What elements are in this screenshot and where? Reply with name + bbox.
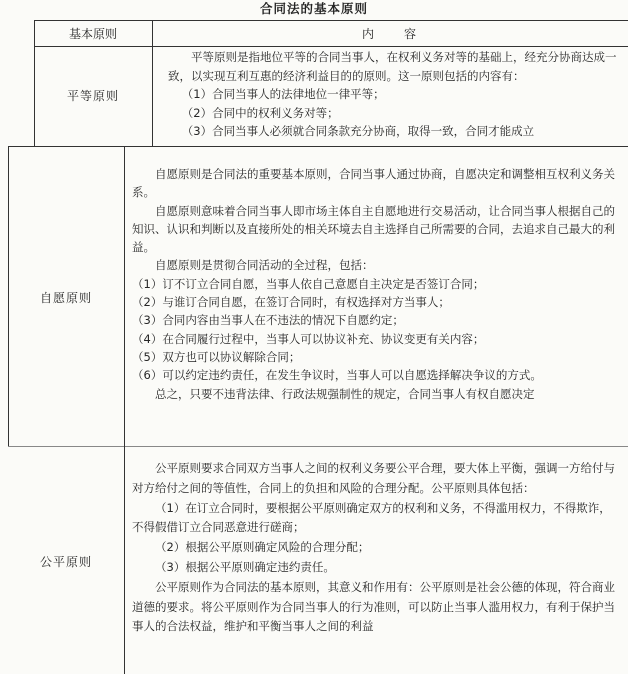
equality-item: （1）合同当事人的法律地位一律平等；: [181, 87, 385, 101]
voluntariness-item: （3）合同内容由当事人在不违法的情况下自愿约定；: [132, 313, 404, 328]
voluntariness-paragraph: 自愿原则意味着合同当事人即市场主体自主自愿地进行交易活动，让合同当事人根据自己的知识、认识和判断以及直接所处的相关环境去自主选择自己所需要的合同，去追求自己最大的利益。: [132, 203, 615, 255]
voluntariness-item: （4）在合同履行过程中，当事人可以协议补充、协议变更有关内容；: [132, 331, 485, 346]
voluntariness-paragraph: 自愿原则是合同法的重要基本原则，合同当事人通过协商，自愿决定和调整相互权利义务关系。: [132, 167, 615, 200]
row-label-equality: 平等原则: [66, 89, 119, 103]
equality-item: （2）合同中的权利义务对等；: [181, 105, 339, 120]
equality-item: （3）合同当事人必须就合同条款充分协商，取得一致，合同才能成立: [181, 124, 535, 138]
row-content-equality: [168, 48, 620, 141]
equality-paragraph: 平等原则是指地位平等的合同当事人，在权利义务对等的基础上，经充分协商达成一致，以实现互利互惠的经济利益目的的原则。这一原则包括的内容有：: [168, 50, 617, 83]
fairness-paragraph: 公平原则作为合同法的基本原则，其意义和作用有：公平原则是社会公德的体现，符合商业道德的要求。将公平原则作为合同当事人的行为准则，可以防止当事人滥用权力，有利于保护当事人的合法权益，维护和平衡当事人之间的利益: [132, 579, 615, 634]
voluntariness-item: （5）双方也可以协议解除合同；: [132, 349, 301, 364]
header-bottom-rule: [34, 46, 628, 47]
fairness-paragraph: 公平原则要求合同双方当事人之间的权利义务要公平合理，要大体上平衡，强调一方给付与对方给付之间的等值性，合同上的负担和风险的合理分配。公平原则具体包括：: [132, 461, 615, 495]
voluntariness-item: （1）订不订立合同自愿，当事人依自己意愿自主决定是否签订合同；: [132, 276, 485, 291]
body-column-divider: [124, 146, 125, 674]
row1-bottom-rule: [8, 146, 628, 147]
fairness-item: （2）根据公平原则确定风险的合理分配；: [155, 540, 370, 555]
table-title: 合同法的基本原则: [259, 1, 368, 16]
voluntariness-paragraph: 总之，只要不违背法律、行政法规强制性的规定，合同当事人有权自愿决定: [155, 386, 535, 401]
row-content-voluntariness: [132, 165, 618, 403]
row-content-fairness: [132, 459, 618, 637]
voluntariness-item: （6）可以约定违约责任，在发生争议时，当事人可以自愿选择解决争议的方式。: [132, 368, 542, 383]
row-label-voluntariness: 自愿原则: [39, 291, 92, 305]
voluntariness-paragraph: 自愿原则是贯彻合同活动的全过程，包括：: [155, 258, 374, 273]
header-content: 内 容: [361, 27, 418, 41]
header-principle: 基本原则: [68, 27, 117, 41]
row-label-fairness: 公平原则: [39, 555, 92, 569]
fairness-item: （1）在订立合同时，要根据公平原则确定双方的权利和义务，不得滥用权力，不得欺诈，不得假借订立合同恶意进行磋商；: [132, 500, 611, 535]
voluntariness-item: （2）与谁订合同自愿，在签订合同时，有权选择对方当事人；: [132, 295, 450, 310]
row2-bottom-rule: [8, 446, 628, 447]
fairness-item: （3）根据公平原则确定违约责任。: [155, 559, 335, 574]
table-top-rule: [34, 20, 628, 21]
